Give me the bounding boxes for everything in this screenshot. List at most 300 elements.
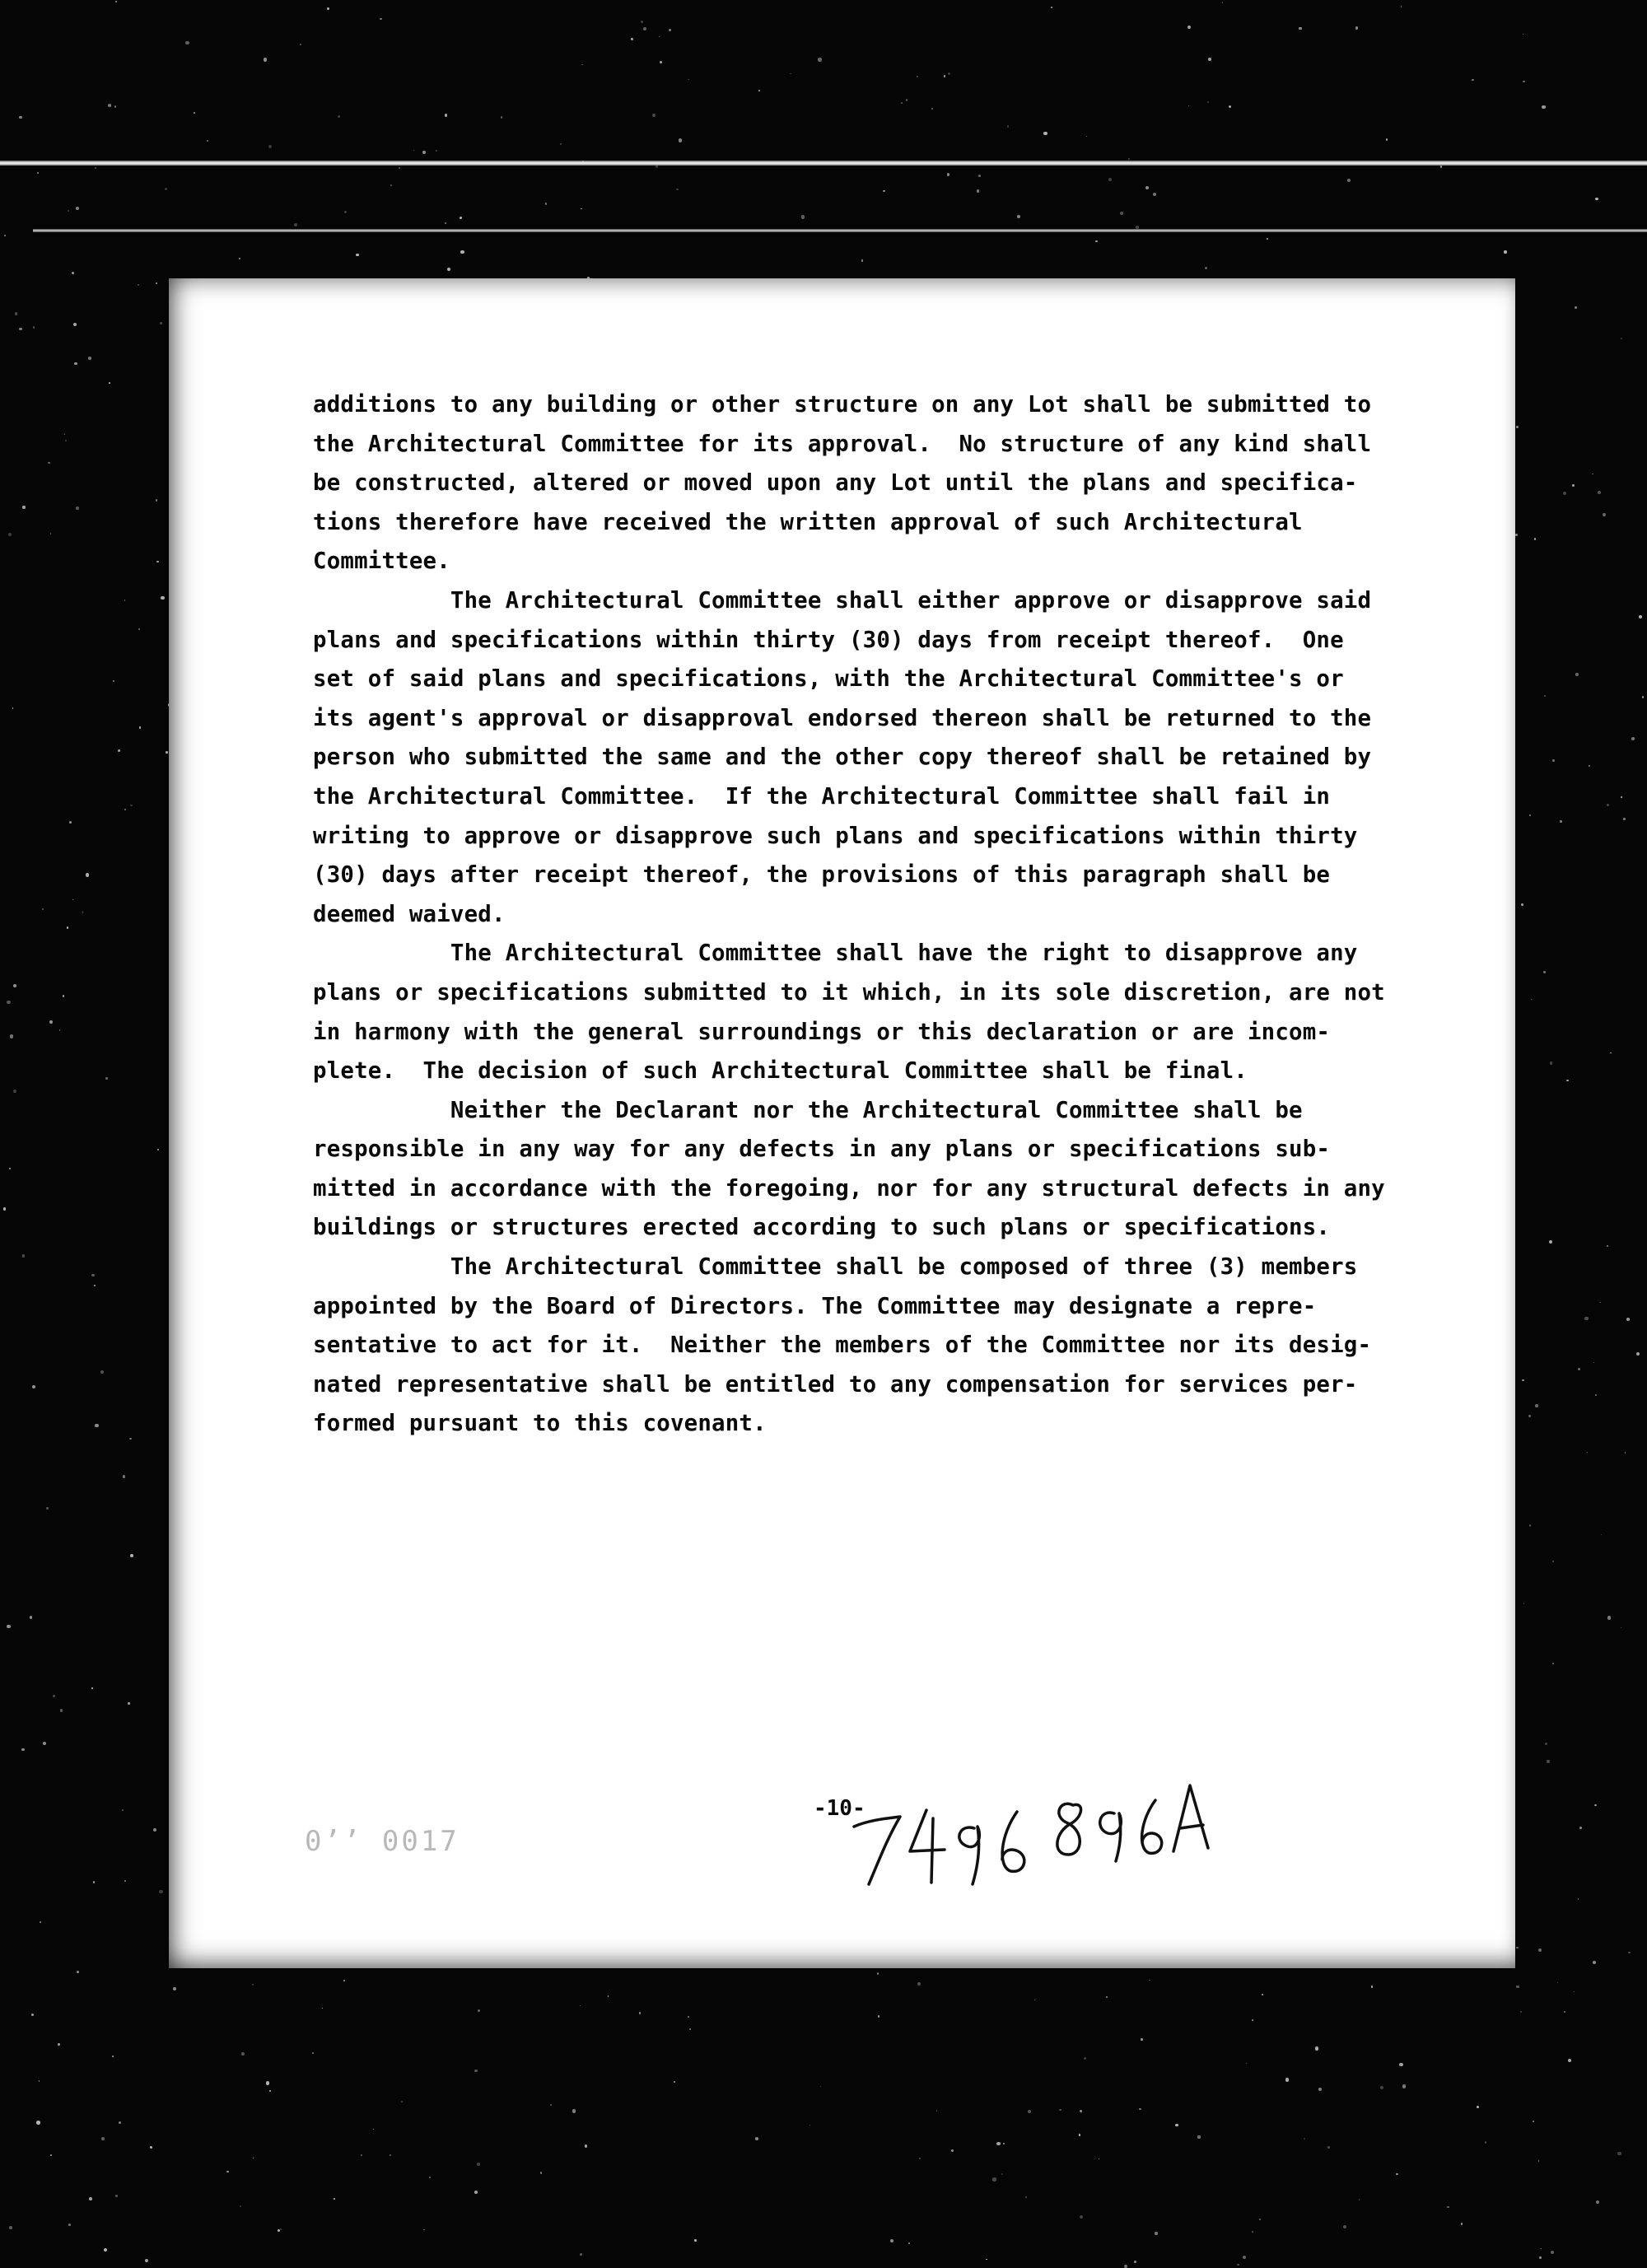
text-line: plete. The decision of such Architectural Committee shall be final.: [313, 1052, 1375, 1091]
scan-speck: [3, 1207, 7, 1211]
scan-speck: [185, 41, 189, 44]
scan-speck: [1149, 1980, 1150, 1981]
text-line: additions to any building or other structure on any Lot shall be submitted to: [313, 385, 1375, 425]
scan-speck: [1139, 2108, 1141, 2111]
scanner-edge-line-lower: [33, 229, 1647, 232]
scan-speck: [1625, 1452, 1626, 1454]
scan-speck: [1243, 2256, 1246, 2259]
scan-speck: [1197, 2135, 1201, 2139]
scan-speck: [1545, 1743, 1547, 1745]
scan-speck: [1579, 1827, 1582, 1829]
scan-speck: [639, 2012, 642, 2014]
scan-speck: [269, 2090, 271, 2092]
text-line: appointed by the Board of Directors. The Committee may designate a repre-: [313, 1287, 1375, 1327]
paragraph: [313, 1091, 1375, 1248]
scan-speck: [676, 189, 679, 191]
scan-speck: [917, 1982, 920, 1985]
scan-speck: [1051, 7, 1052, 8]
scan-speck: [33, 326, 35, 329]
scan-speck: [1575, 673, 1579, 676]
scan-speck: [160, 322, 162, 324]
scan-speck: [585, 2144, 587, 2147]
scan-speck: [917, 76, 918, 77]
scan-speck: [1124, 2265, 1127, 2268]
scan-speck: [1095, 240, 1098, 243]
scan-speck: [1623, 818, 1626, 820]
text-line: The Architectural Committee shall be composed of three (3) members: [313, 1248, 1375, 1287]
scan-speck: [240, 2205, 241, 2207]
scan-speck: [1207, 101, 1209, 103]
scan-speck: [1440, 166, 1442, 167]
text-line: Committee.: [313, 542, 1375, 581]
scan-speck: [76, 207, 79, 210]
scan-speck: [986, 2259, 987, 2260]
scan-speck: [327, 7, 329, 10]
scan-speck: [1246, 2063, 1247, 2064]
scan-speck: [1003, 2143, 1005, 2144]
scan-speck: [22, 1254, 26, 1258]
scan-speck: [1598, 491, 1601, 494]
scan-speck: [688, 2016, 689, 2018]
scan-speck: [447, 268, 450, 271]
scan-speck: [46, 1507, 49, 1510]
scan-speck: [758, 90, 760, 91]
scan-speck: [818, 58, 821, 61]
scan-speck: [1549, 1240, 1552, 1244]
text-line: (30) days after receipt thereof, the provisions of this paragraph shall be: [313, 856, 1375, 895]
scan-speck: [1007, 125, 1010, 128]
scan-speck: [688, 79, 689, 80]
scan-speck: [13, 1090, 16, 1093]
text-line: deemed waived.: [313, 895, 1375, 935]
scan-speck: [72, 272, 74, 274]
scan-speck: [156, 499, 157, 501]
scan-speck: [1205, 267, 1208, 270]
scan-speck: [445, 222, 446, 224]
scan-speck: [356, 254, 359, 257]
scan-speck: [161, 596, 164, 600]
scan-speck: [460, 217, 462, 219]
scan-speck: [31, 2014, 35, 2017]
scan-speck: [1531, 999, 1532, 1000]
text-line: mitted in accordance with the foregoing, nor for any structural defects in any: [313, 1169, 1375, 1209]
scan-speck: [1594, 1804, 1596, 1806]
scan-speck: [582, 161, 584, 162]
text-line: set of said plans and specifications, with the Architectural Committee's or: [313, 660, 1375, 699]
scan-speck: [124, 1880, 126, 1882]
scan-speck: [1128, 158, 1130, 160]
scan-speck: [1631, 737, 1635, 740]
text-line: person who submitted the same and the other copy thereof shall be retained by: [313, 738, 1375, 777]
scan-speck: [166, 751, 168, 754]
scan-speck: [1535, 1404, 1538, 1407]
scan-speck: [1589, 765, 1590, 767]
scan-speck: [95, 167, 96, 169]
scan-speck: [890, 2239, 893, 2242]
scan-speck: [1120, 212, 1123, 215]
scan-speck: [1566, 1080, 1569, 1082]
scan-speck: [1593, 1362, 1594, 1363]
scan-speck: [165, 188, 167, 190]
scan-speck: [21, 1748, 25, 1752]
scan-speck: [1544, 695, 1546, 697]
scan-speck: [194, 112, 195, 114]
scan-speck: [1538, 1948, 1542, 1952]
scan-speck: [207, 140, 208, 142]
scan-speck: [1607, 1616, 1611, 1619]
scan-speck: [801, 215, 805, 218]
scan-speck: [1229, 105, 1231, 108]
scan-speck: [1504, 250, 1506, 253]
scan-speck: [280, 2228, 282, 2230]
scan-speck: [22, 506, 26, 509]
scan-speck: [1538, 2160, 1539, 2161]
scan-speck: [1516, 1947, 1518, 1948]
scan-speck: [139, 726, 141, 728]
scan-speck: [1084, 2057, 1086, 2060]
scan-speck: [755, 2137, 758, 2140]
scan-speck: [1059, 2109, 1061, 2112]
scan-speck: [1542, 105, 1545, 109]
scan-speck: [108, 104, 111, 107]
scan-speck: [474, 2191, 477, 2193]
scan-speck: [790, 73, 791, 75]
paragraph: [313, 1248, 1375, 1444]
scan-speck: [1108, 178, 1111, 180]
text-line: nated representative shall be entitled to any compensation for services per-: [313, 1365, 1375, 1405]
scan-speck: [157, 1149, 159, 1150]
scan-speck: [1252, 2231, 1253, 2233]
scan-speck: [77, 1971, 80, 1974]
scan-speck: [545, 203, 548, 205]
scan-speck: [334, 2198, 335, 2200]
scan-speck: [95, 1424, 98, 1427]
scan-speck: [1380, 2086, 1383, 2089]
scan-speck: [390, 184, 392, 186]
scan-speck: [660, 61, 662, 63]
scan-speck: [401, 2101, 403, 2102]
scan-speck: [906, 99, 907, 100]
text-line: be constructed, altered or moved upon any Lot until the plans and specifica-: [313, 464, 1375, 503]
scan-speck: [264, 58, 267, 61]
scan-speck: [422, 151, 426, 154]
scan-speck: [101, 2137, 105, 2140]
scan-speck: [36, 2121, 40, 2124]
scan-speck: [1617, 2152, 1621, 2155]
scan-speck: [343, 1980, 345, 1981]
scan-speck: [1572, 484, 1575, 487]
scan-speck: [150, 2146, 152, 2149]
scan-speck: [312, 2052, 314, 2054]
scan-speck: [1552, 1663, 1554, 1664]
scan-speck: [1596, 2200, 1599, 2204]
scan-speck: [1534, 538, 1536, 539]
scan-speck: [948, 72, 950, 75]
scan-speck: [1145, 186, 1149, 189]
scan-speck: [39, 2080, 40, 2081]
scan-speck: [445, 114, 447, 116]
scan-speck: [1529, 814, 1531, 816]
text-line: the Architectural Committee. If the Architectural Committee shall fail in: [313, 777, 1375, 817]
scan-speck: [30, 1616, 33, 1619]
scan-speck: [241, 2052, 245, 2056]
paragraph: [313, 581, 1375, 934]
scan-speck: [643, 27, 646, 30]
text-line: the Architectural Committee for its approval. No structure of any kind shall: [313, 425, 1375, 464]
scan-speck: [1355, 26, 1359, 30]
scan-speck: [9, 2226, 12, 2229]
scan-speck: [581, 64, 582, 65]
scan-speck: [1028, 2110, 1031, 2113]
scan-speck: [1134, 2261, 1136, 2263]
scan-speck: [1564, 2011, 1565, 2013]
scan-speck: [64, 434, 65, 435]
scan-speck: [1461, 2223, 1463, 2225]
scan-speck: [69, 821, 72, 824]
scan-speck: [1626, 1318, 1630, 1321]
scanner-edge-line: [0, 161, 1647, 166]
scan-speck: [1521, 903, 1523, 906]
scan-speck: [1106, 1996, 1108, 1998]
scan-speck: [390, 2154, 391, 2156]
scan-speck: [423, 2229, 425, 2231]
scan-speck: [173, 1987, 176, 1990]
scan-speck: [540, 2172, 542, 2173]
scan-speck: [153, 1828, 156, 1832]
scan-speck: [130, 1554, 133, 1556]
scan-speck: [100, 1370, 104, 1374]
scan-speck: [861, 259, 863, 261]
scan-speck: [572, 2109, 576, 2112]
scan-speck: [1136, 226, 1139, 229]
scan-speck: [322, 2008, 323, 2009]
scan-speck: [1607, 804, 1609, 806]
scan-speck: [344, 211, 347, 213]
scan-speck: [1259, 2219, 1261, 2220]
scan-speck: [65, 440, 67, 441]
scan-speck: [1560, 820, 1562, 823]
scan-speck: [1188, 105, 1189, 106]
scan-speck: [1315, 2046, 1318, 2050]
body-text: [313, 385, 1375, 1444]
scan-speck: [50, 533, 51, 534]
scan-speck: [1607, 1245, 1608, 1247]
scan-speck: [278, 2229, 280, 2232]
scan-speck: [1343, 2225, 1346, 2228]
scan-speck: [1533, 2121, 1534, 2122]
scan-speck: [1399, 2063, 1402, 2066]
scan-speck: [608, 1995, 609, 1996]
scan-speck: [1523, 81, 1524, 82]
paragraph: [313, 385, 1375, 581]
scan-speck: [1595, 198, 1598, 201]
scan-speck: [1401, 6, 1402, 7]
scan-speck: [1187, 26, 1191, 29]
scan-speck: [1080, 2110, 1083, 2113]
text-line: The Architectural Committee shall either approve or disapprove said: [313, 581, 1375, 621]
scan-speck: [1472, 79, 1473, 81]
scan-speck: [124, 809, 126, 810]
scan-speck: [300, 44, 301, 45]
scan-speck: [1522, 1379, 1524, 1382]
scan-speck: [118, 749, 121, 753]
scan-speck: [501, 116, 503, 119]
scan-speck: [12, 707, 13, 708]
scan-speck: [128, 1702, 129, 1704]
scan-speck: [9, 1168, 11, 1169]
scan-speck: [1552, 1561, 1554, 1562]
text-line: sentative to act for it. Neither the members of the Committee nor its desig-: [313, 1326, 1375, 1365]
scan-speck: [669, 29, 671, 31]
scan-speck: [73, 323, 77, 326]
document-page: [169, 278, 1515, 1968]
scan-speck: [1299, 27, 1302, 30]
scan-speck: [7, 1625, 10, 1628]
scan-speck: [68, 2224, 71, 2226]
scan-speck: [659, 36, 660, 37]
scan-speck: [268, 145, 272, 148]
scan-speck: [978, 175, 981, 177]
scan-speck: [1447, 2206, 1449, 2208]
scan-speck: [130, 805, 132, 806]
scan-speck: [1574, 1991, 1575, 1993]
scan-speck: [48, 462, 50, 464]
scan-speck: [119, 2121, 121, 2124]
scan-speck: [59, 1029, 61, 1031]
scan-speck: [105, 1077, 108, 1080]
scan-speck: [115, 1, 117, 2]
scan-speck: [109, 382, 110, 384]
scan-speck: [294, 223, 297, 226]
scan-speck: [1603, 513, 1605, 516]
scan-speck: [1578, 1898, 1579, 1899]
scan-speck: [1584, 1317, 1588, 1320]
scan-speck: [89, 2197, 92, 2200]
scan-speck: [373, 2129, 374, 2130]
scan-speck: [138, 284, 139, 286]
scan-speck: [631, 38, 632, 40]
scan-speck: [951, 2149, 954, 2152]
scan-speck: [145, 2259, 148, 2262]
scan-speck: [122, 1809, 124, 1811]
scan-speck: [104, 2248, 107, 2252]
scan-speck: [477, 2163, 480, 2166]
scan-speck: [91, 1687, 93, 1689]
scan-speck: [1175, 2124, 1178, 2126]
scan-speck: [977, 189, 979, 192]
scan-speck: [1568, 2059, 1571, 2062]
scan-speck: [50, 2154, 52, 2156]
scan-speck: [1155, 2232, 1157, 2234]
scan-speck: [1327, 2146, 1330, 2149]
scan-speck: [1587, 1452, 1588, 1453]
text-line: its agent's approval or disapproval endorsed thereon shall be returned to the: [313, 699, 1375, 739]
scan-speck: [37, 172, 39, 174]
scan-speck: [138, 628, 140, 630]
scan-speck: [8, 533, 11, 535]
text-line: formed pursuant to this covenant.: [313, 1404, 1375, 1444]
scan-speck: [1563, 492, 1566, 495]
scan-speck: [694, 2239, 696, 2241]
scan-speck: [86, 873, 89, 876]
scan-speck: [42, 908, 44, 910]
scan-speck: [252, 1984, 254, 1986]
scan-speck: [1529, 1524, 1531, 1526]
scan-speck: [1520, 2011, 1522, 2013]
scan-speck: [1043, 132, 1047, 135]
scan-speck: [53, 1695, 55, 1697]
scan-speck: [1528, 1415, 1532, 1418]
scan-speck: [429, 2177, 431, 2178]
stamp-number: 0’’ 0017: [305, 1825, 460, 1858]
scan-speck: [361, 2154, 362, 2156]
page-number: -10-: [814, 1796, 865, 1821]
scan-speck: [1639, 615, 1642, 618]
text-line: The Architectural Committee shall have the right to disapprove any: [313, 934, 1375, 973]
scan-speck: [1001, 2173, 1003, 2175]
scan-speck: [560, 143, 562, 145]
text-line: Neither the Declarant nor the Architectural Committee shall be: [313, 1091, 1375, 1131]
scan-speck: [947, 173, 950, 176]
scan-speck: [1222, 2, 1224, 3]
scan-speck: [114, 105, 116, 107]
scan-speck: [159, 1890, 162, 1893]
scan-speck: [49, 1020, 53, 1024]
scan-speck: [413, 150, 414, 151]
scan-speck: [43, 1742, 46, 1745]
scan-speck: [1267, 238, 1268, 240]
scan-speck: [1621, 338, 1622, 339]
scan-speck: [1610, 1052, 1611, 1053]
scan-speck: [1402, 2084, 1406, 2088]
scan-speck: [72, 899, 73, 900]
scan-speck: [1359, 2199, 1360, 2200]
scan-speck: [1539, 2256, 1541, 2258]
scan-speck: [338, 115, 340, 118]
scan-speck: [68, 210, 69, 212]
scan-speck: [478, 2009, 481, 2013]
scan-speck: [1575, 306, 1577, 309]
scan-speck: [1551, 2251, 1554, 2254]
scan-speck: [13, 984, 16, 987]
scan-speck: [1371, 1986, 1373, 1987]
scan-speck: [820, 2086, 821, 2087]
scan-speck: [1318, 2088, 1322, 2091]
scan-speck: [10, 1034, 13, 1038]
scan-speck: [1141, 2038, 1143, 2041]
scan-speck: [1285, 2078, 1289, 2081]
scan-speck: [436, 150, 437, 152]
scan-speck: [877, 1972, 879, 1974]
scan-speck: [19, 116, 22, 119]
scan-speck: [7, 1001, 10, 1004]
scan-speck: [1642, 696, 1645, 698]
scan-speck: [674, 2081, 675, 2083]
text-line: responsible in any way for any defects in any plans or specifications sub-: [313, 1130, 1375, 1169]
scan-speck: [679, 138, 682, 142]
scan-speck: [1595, 1394, 1597, 1396]
scan-speck: [652, 114, 656, 117]
scan-speck: [123, 1475, 125, 1477]
scan-speck: [460, 250, 464, 254]
text-line: tions therefore have received the written approval of such Architectural: [313, 503, 1375, 543]
scan-speck: [1601, 1534, 1602, 1535]
scan-speck: [1636, 1352, 1640, 1356]
scan-speck: [656, 165, 658, 167]
scan-speck: [878, 2015, 880, 2018]
scan-speck: [1516, 426, 1519, 428]
scan-speck: [156, 282, 157, 284]
